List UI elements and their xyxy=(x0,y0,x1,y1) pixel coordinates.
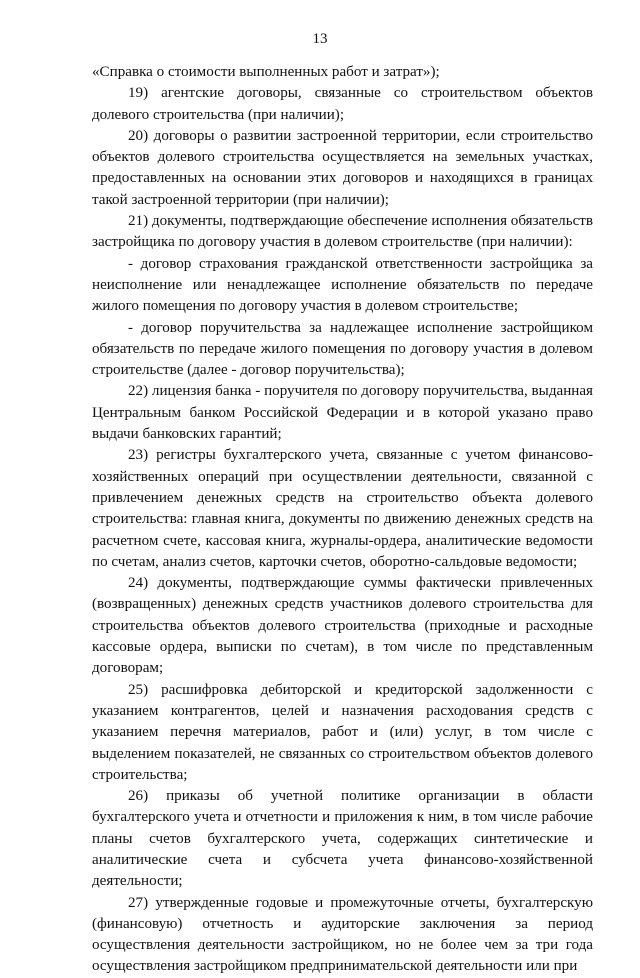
page-number: 13 xyxy=(312,31,328,47)
paragraph-dash-insurance: - договор страхования гражданской ответственности застройщика за неисполнение или ненадлежащее исполнение обязательств по передаче жилого помещения по договору участия в долевом строительстве; xyxy=(92,255,593,315)
paragraph-item-20: 20) договоры о развитии застроенной территории, если строительство объектов долевого строительства осуществляется на земельных участках, предоставленных на основании этих договоров и находящихся в границах такой застроенной территории (при наличии); xyxy=(92,127,593,208)
paragraph-continuation: «Справка о стоимости выполненных работ и затрат»); xyxy=(92,64,440,80)
document-body xyxy=(92,62,593,978)
paragraph-item-24: 24) документы, подтверждающие суммы фактически привлеченных (возвращенных) денежных средств участников долевого строительства для строительства объектов долевого строительства (приходные и расходные кассовые ордера, выписки по счетам), в том числе по представленным договорам; xyxy=(92,575,593,677)
paragraph-item-19: 19) агентские договоры, связанные со строительством объектов долевого строительства (при наличии); xyxy=(92,85,593,123)
paragraph-item-26: 26) приказы об учетной политике организации в области бухгалтерского учета и отчетности и приложения к ним, в том числе рабочие планы счетов бухгалтерского учета, содержащих синтетические и аналитические счета и субсчета учета финансово-хозяйственной деятельности; xyxy=(92,788,593,890)
paragraph-item-27: 27) утвержденные годовые и промежуточные отчеты, бухгалтерскую (финансовую) отчетность и аудиторские заключения за период осуществления деятельности застройщиком, но не более чем за три года осуществления застройщиком предпринимательской деятельности или при xyxy=(92,894,593,975)
paragraph-item-22: 22) лицензия банка - поручителя по договору поручительства, выданная Центральным банком Российской Федерации и в которой указано право выдачи банковских гарантий; xyxy=(92,383,593,443)
paragraph-item-21: 21) документы, подтверждающие обеспечение исполнения обязательств застройщика по договору участия в долевом строительстве (при наличии): xyxy=(92,213,593,251)
paragraph-item-23: 23) регистры бухгалтерского учета, связанные с учетом финансово-хозяйственных операций при осуществлении деятельности, связанной с привлечением денежных средств на строительство объекта долевого строительства: главная книга, документы по движению денежных средств на расчетном счете, кассовая книга, журналы-ордера, аналитические ведомости по счетам, анализ счетов, карточки счетов, оборотно-сальдовые ведомости; xyxy=(92,447,593,570)
paragraph-dash-surety: - договор поручительства за надлежащее исполнение застройщиком обязательств по передаче жилого помещения по договору участия в долевом строительстве (далее - договор поручительства); xyxy=(92,319,593,379)
paragraph-item-25: 25) расшифровка дебиторской и кредиторской задолженности с указанием контрагентов, целей и назначения расходования средств с указанием перечня материалов, работ и (или) услуг, в том числе с выделением показателей, не связанных со строительством объектов долевого строительства; xyxy=(92,681,593,783)
